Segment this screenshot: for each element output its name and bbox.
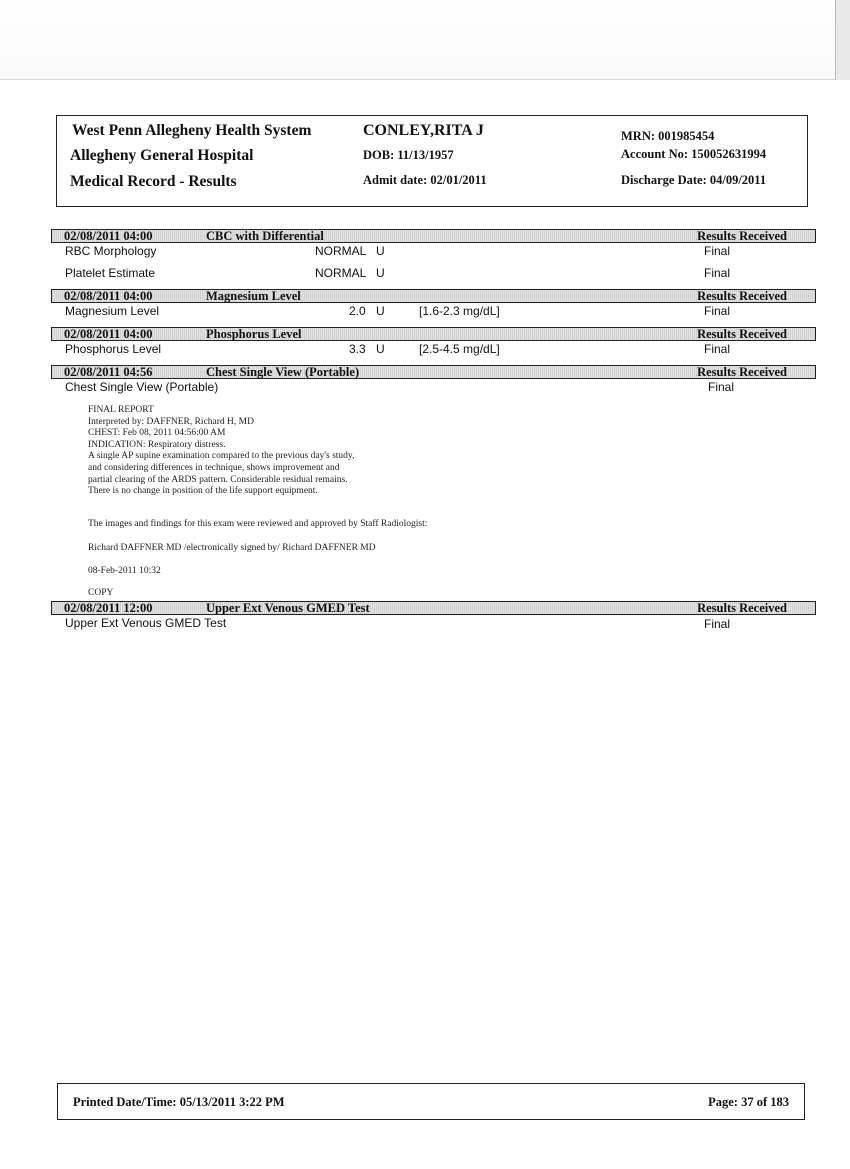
result-name: Magnesium Level [65,304,160,318]
result-name: Chest Single View (Portable) [65,380,219,394]
discharge-date: Discharge Date: 04/09/2011 [621,173,767,187]
section-status: Results Received [697,289,787,303]
report-copy: COPY [88,588,114,598]
patient-name: CONLEY,RITA J [363,122,484,139]
section-status: Results Received [697,229,787,243]
result-flag: U [376,342,385,356]
report-line: A single AP supine examination compared to the previous day's study, [88,451,355,462]
result-value: NORMAL [315,266,367,280]
section-datetime: 02/08/2011 04:00 [64,289,153,303]
report-signature: Richard DAFFNER MD /electronically signed by/ Richard DAFFNER MD [88,543,376,553]
page-number: Page: 37 of 183 [708,1095,789,1109]
result-name: Phosphorus Level [65,342,162,356]
section-bar-upper-ext-venous [51,601,816,615]
section-bar-chest [51,365,816,379]
section-bar-magnesium [51,289,816,303]
mrn: MRN: 001985454 [621,129,715,143]
hospital-name: Allegheny General Hospital [70,147,254,164]
patient-dob: DOB: 11/13/1957 [363,148,454,162]
section-datetime: 02/08/2011 04:00 [64,229,153,243]
report-line: There is no change in position of the life support equipment. [88,486,318,497]
section-title: Magnesium Level [206,289,301,303]
result-status: Final [704,266,731,280]
result-name: Upper Ext Venous GMED Test [65,616,227,630]
result-value: 2.0 [349,304,366,318]
report-line: partial clearing of the ARDS pattern. Considerable residual remains. [88,474,348,485]
report-approval: The images and findings for this exam were reviewed and approved by Staff Radiologist: [88,519,428,529]
result-value: NORMAL [315,244,367,258]
section-title: CBC with Differential [206,229,324,243]
health-system-name: West Penn Allegheny Health System [72,122,312,139]
report-line: Interpreted by: DAFFNER, Richard H, MD [88,416,254,427]
result-name: Platelet Estimate [65,266,156,280]
page-footer [57,1083,805,1120]
report-line: INDICATION: Respiratory distress. [88,439,226,450]
result-status: Final [704,304,731,318]
printed-datetime: Printed Date/Time: 05/13/2011 3:22 PM [73,1095,285,1109]
section-datetime: 02/08/2011 04:00 [64,327,153,341]
section-datetime: 02/08/2011 12:00 [64,601,153,615]
section-title: Phosphorus Level [206,327,302,341]
result-flag: U [376,266,385,280]
section-status: Results Received [697,327,787,341]
scan-margin [0,0,850,80]
account-number: Account No: 150052631994 [621,147,767,161]
admit-date: Admit date: 02/01/2011 [363,173,487,187]
report-signed-date: 08-Feb-2011 10:32 [88,566,161,576]
result-status: Final [704,244,731,258]
section-bar-cbc [51,229,816,243]
result-status: Final [704,617,731,631]
section-title: Chest Single View (Portable) [206,365,360,379]
radiology-report [88,405,354,498]
reference-range: [1.6-2.3 mg/dL] [419,304,500,318]
result-value: 3.3 [349,342,366,356]
section-datetime: 02/08/2011 04:56 [64,365,153,379]
document-type: Medical Record - Results [70,173,237,190]
result-status: Final [708,380,735,394]
result-status: Final [704,342,731,356]
report-line: and considering differences in technique, shows improvement and [88,462,340,473]
record-header [56,115,808,207]
scan-edge-shadow [835,0,850,80]
result-flag: U [376,304,385,318]
reference-range: [2.5-4.5 mg/dL] [419,342,500,356]
result-flag: U [376,244,385,258]
result-name: RBC Morphology [65,244,157,258]
section-title: Upper Ext Venous GMED Test [206,601,370,615]
report-line: FINAL REPORT [88,405,154,415]
report-line: CHEST: Feb 08, 2011 04:56:00 AM [88,428,226,439]
section-status: Results Received [697,601,787,615]
section-bar-phosphorus [51,327,816,341]
scan-edge-line [0,79,850,80]
section-status: Results Received [697,365,787,379]
